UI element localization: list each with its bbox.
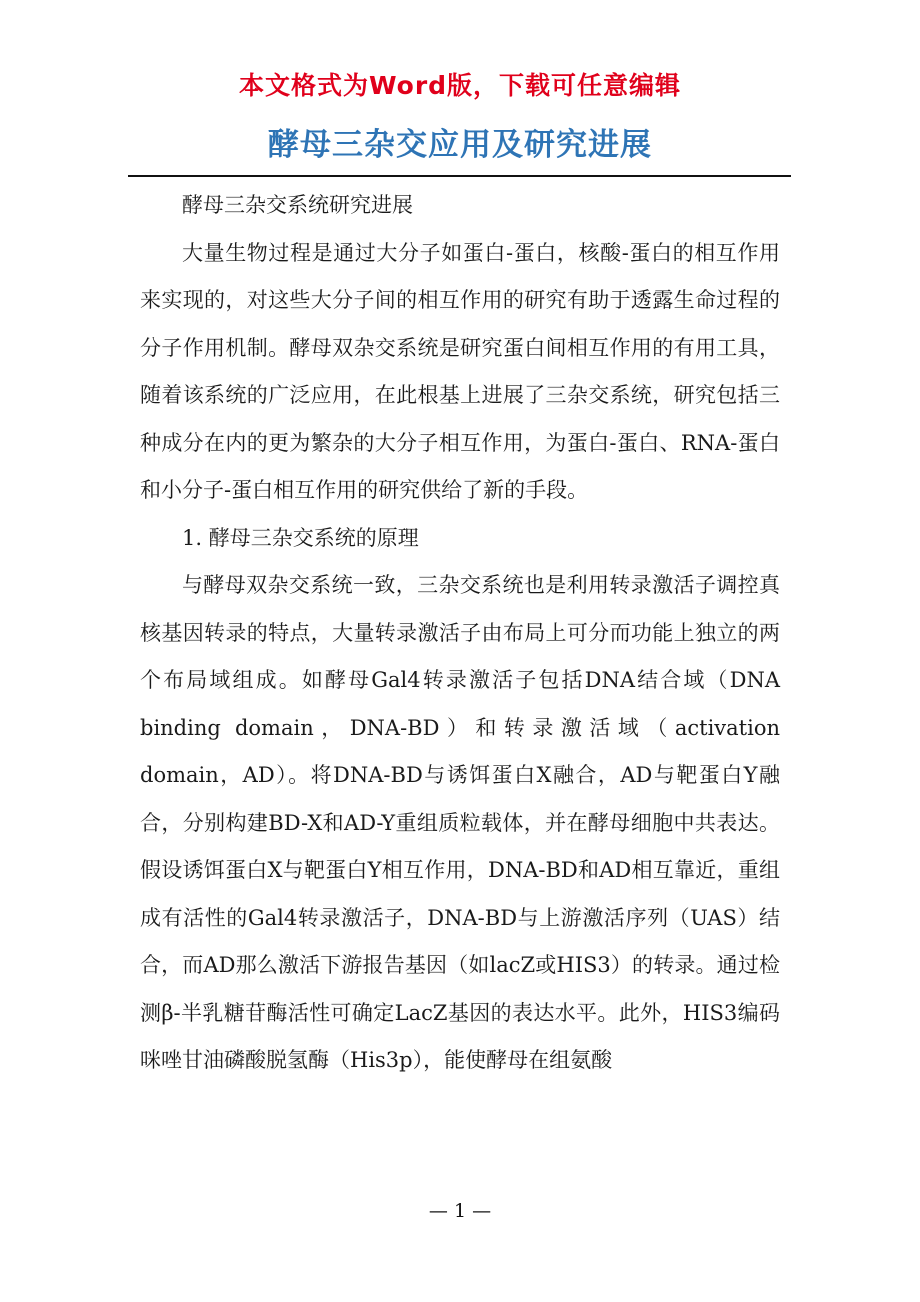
section-heading: 1. 酵母三杂交系统的原理 (182, 525, 419, 550)
document-body (140, 182, 780, 1085)
principle-paragraph: 与酵母双杂交系统一致，三杂交系统也是利用转录激活子调控真核基因转录的特点，大量转录激活子由布局上可分而功能上独立的两个布局域组成。如酵母Gal4转录激活子包括DNA结合域（DNA binding domain，DNA-BD）和转录激活域（activation domain，AD）。将DNA-BD与诱饵蛋白X融合，AD与靶蛋白Y融合，分别构建BD-X和AD-Y重组质粒载体，并在酵母细胞中共表达。假设诱饵蛋白X与靶蛋白Y相互作用，DNA-BD和AD相互靠近，重组成有活性的Gal4转录激活子，DNA-BD与上游激活序列（UAS）结合，而AD那么激活下游报告基因（如lacZ或HIS3）的转录。通过检测β-半乳糖苷酶活性可确定LacZ基因的表达水平。此外，HIS3编码咪唑甘油磷酸脱氢酶（His3p），能使酵母在组氨酸 (140, 573, 780, 1072)
document-title: 酵母三杂交应用及研究进展 (268, 127, 652, 163)
intro-paragraph: 大量生物过程是通过大分子如蛋白-蛋白，核酸-蛋白的相互作用来实现的，对这些大分子间的相互作用的研究有助于透露生命过程的分子作用机制。酵母双杂交系统是研究蛋白间相互作用的有用工具，随着该系统的广泛应用，在此根基上进展了三杂交系统，研究包括三种成分在内的更为繁杂的大分子相互作用，为蛋白-蛋白、RNA-蛋白和小分子-蛋白相互作用的研究供给了新的手段。 (140, 240, 780, 502)
page-number: — 1 — (428, 1200, 492, 1222)
subtitle-paragraph: 酵母三杂交系统研究进展 (182, 193, 413, 217)
header-divider (128, 175, 791, 177)
download-banner: 本文格式为Word版，下载可任意编辑 (238, 71, 682, 100)
